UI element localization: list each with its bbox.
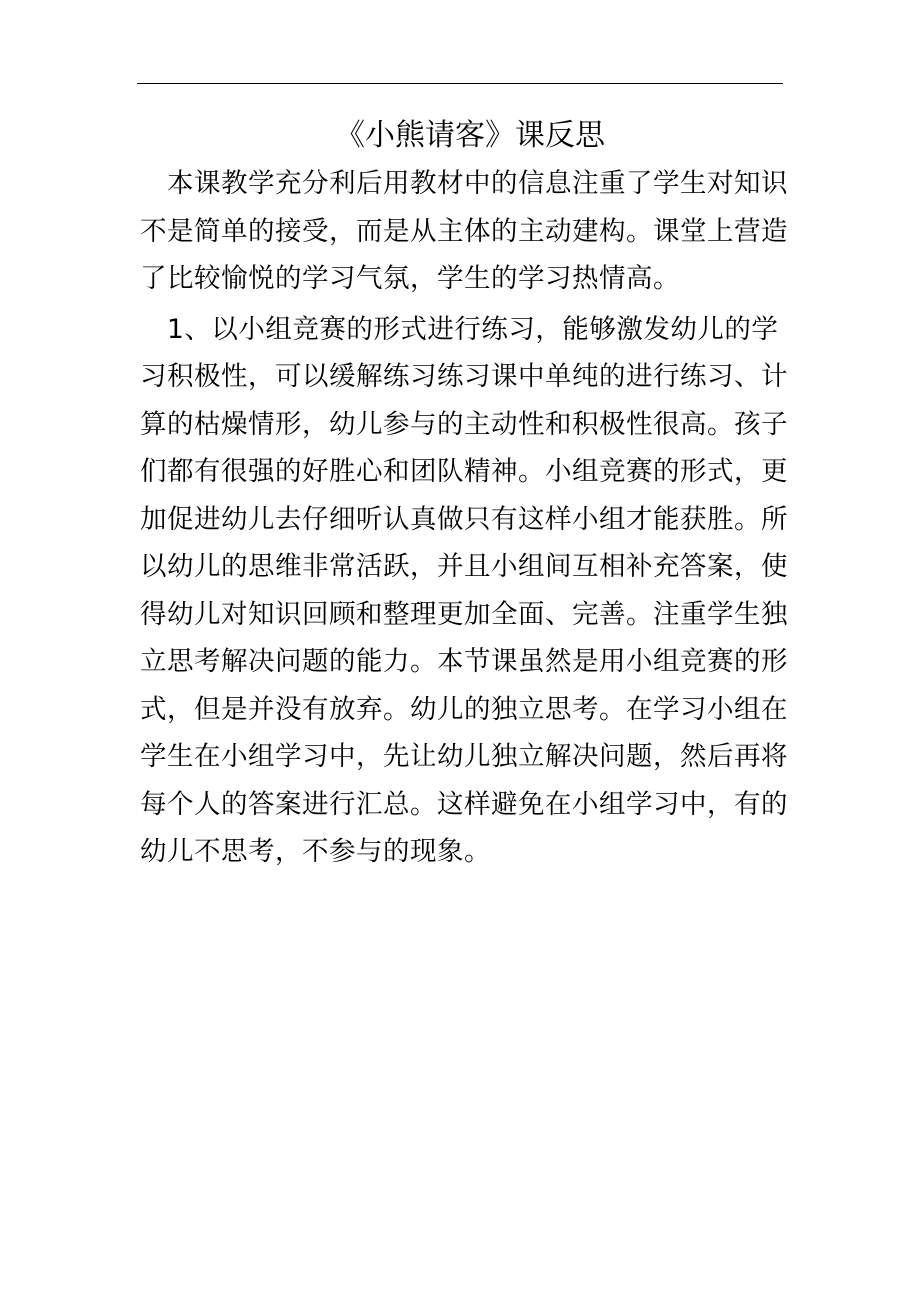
document-body [140,112,790,876]
header-rule [137,83,783,84]
paragraph-point-1: 1、以小组竞赛的形式进行练习，能够激发幼儿的学习积极性，可以缓解练习练习课中单纯的进行练习、计算的枯燥情形，幼儿参与的主动性和积极性很高。孩子们都有很强的好胜心和团队精神。小组竞赛的形式，更加促进幼儿去仔细听认真做只有这样小组才能获胜。所以幼儿的思维非常活跃，并且小组间互相补充答案，使得幼儿对知识回顾和整理更加全面、完善。注重学生独立思考解决问题的能力。本节课虽然是用小组竞赛的形式，但是并没有放弃。幼儿的独立思考。在学习小组在学生在小组学习中，先让幼儿独立解决问题，然后再将每个人的答案进行汇总。这样避免在小组学习中，有的幼儿不思考，不参与的现象。 [140,313,788,867]
paragraph-intro: 本课教学充分利后用教材中的信息注重了学生对知识不是简单的接受，而是从主体的主动建构。课堂上营造了比较愉悦的学习气氛，学生的学习热情高。 [140,168,788,294]
document-title: 《小熊请客》课反思 [335,118,605,153]
